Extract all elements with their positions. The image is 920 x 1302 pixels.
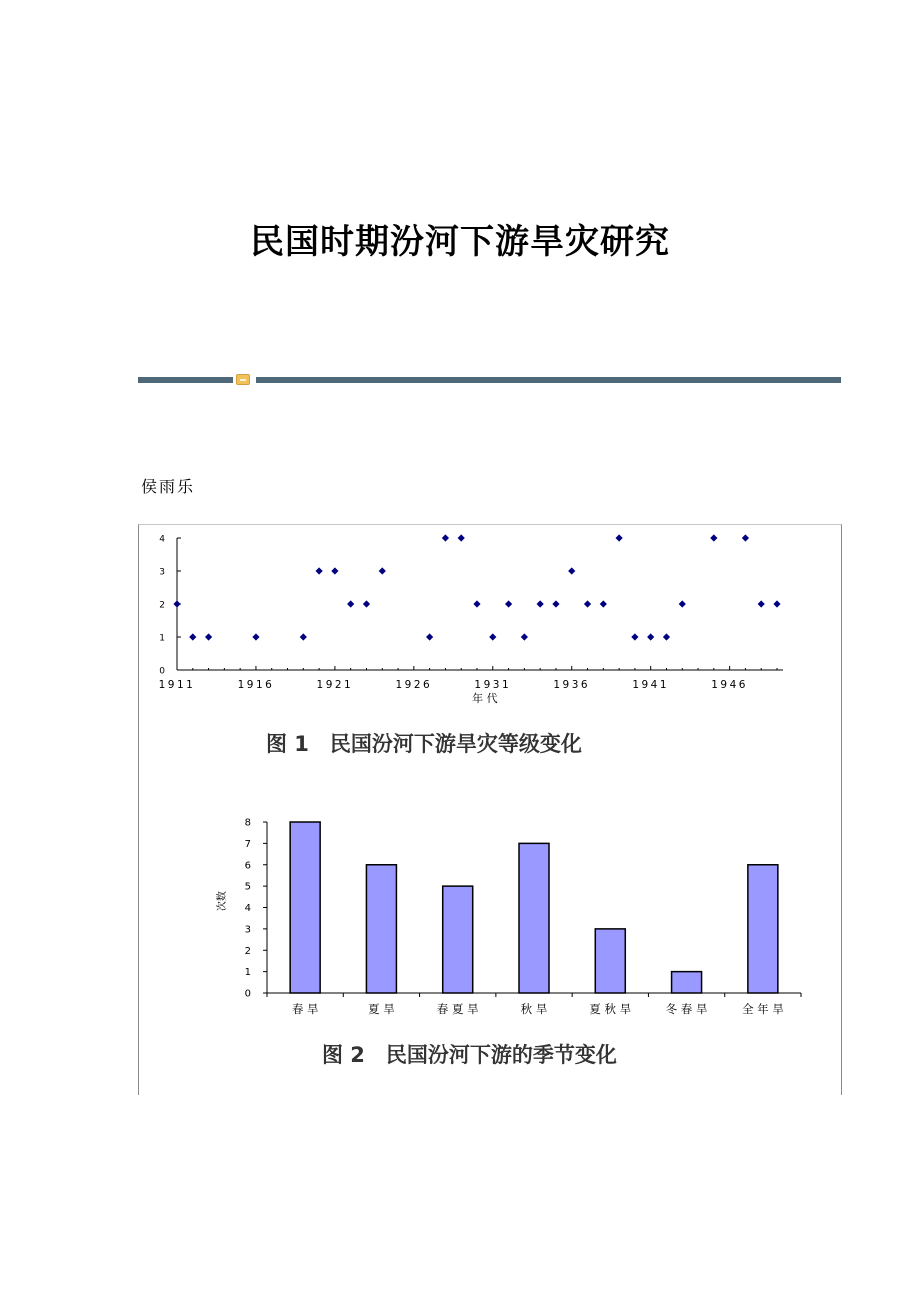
figure-2-x-tick-label: 全 年 旱 — [741, 1002, 784, 1016]
figure-1-data-point — [537, 600, 544, 607]
figure-1-x-tick-label: 1921 — [316, 679, 354, 691]
figure-2-caption: 图 2 民国汾河下游的季节变化 — [322, 1043, 617, 1067]
figure-1-y-tick-label: 1 — [159, 633, 165, 644]
figure-2-y-tick-label: 6 — [244, 860, 251, 872]
figure-1-data-point — [758, 600, 765, 607]
figure-1-x-tick-label: 1911 — [158, 679, 196, 691]
figure-2-x-tick-label: 夏 秋 旱 — [589, 1002, 632, 1016]
figure-2-x-tick-label: 夏 旱 — [368, 1002, 395, 1016]
figure-1-data-point — [300, 633, 307, 640]
figure-1-data-point — [521, 633, 528, 640]
figure-2-x-tick-label: 秋 旱 — [520, 1002, 548, 1016]
figure-1-data-point — [616, 534, 623, 541]
figure-1-x-tick-label: 1941 — [632, 679, 670, 691]
figure-1-data-point — [710, 534, 717, 541]
title-divider — [138, 374, 841, 386]
figure-2-y-tick-label: 3 — [244, 924, 251, 936]
figure-2-y-tick-label: 7 — [244, 838, 251, 850]
author-name: 侯雨乐 — [141, 477, 196, 496]
figure-1-x-tick-label: 1936 — [553, 679, 591, 691]
figure-1-data-point — [552, 600, 559, 607]
figure-1-data-point — [363, 600, 370, 607]
figure-2-y-tick-label: 8 — [244, 817, 251, 829]
figure-1-x-tick-label: 1926 — [395, 679, 433, 691]
figure-2-bar-chart — [139, 810, 839, 1090]
figure-2-x-tick-label: 春 旱 — [291, 1002, 319, 1016]
figure-1-data-point — [773, 600, 780, 607]
divider-badge-icon — [236, 374, 250, 385]
figure-1-data-point — [252, 633, 259, 640]
figure-1-data-point — [647, 633, 654, 640]
figure-1-data-point — [426, 633, 433, 640]
figure-1-data-point — [458, 534, 465, 541]
figure-1-axes — [159, 535, 783, 706]
figure-1-data-point — [489, 633, 496, 640]
figure-2-bar — [443, 886, 473, 993]
figure-1-data-point — [331, 567, 338, 574]
figure-2-y-tick-label: 0 — [244, 988, 251, 1000]
divider-bar-left — [138, 377, 233, 383]
figure-2-x-tick-label: 春 夏 旱 — [436, 1002, 479, 1016]
paper-title: 民国时期汾河下游旱灾研究 — [250, 222, 670, 262]
figure-1-x-tick-label: 1931 — [474, 679, 512, 691]
figure-1-x-axis-label: 年 代 — [472, 692, 498, 705]
figure-1-x-tick-label: 1916 — [237, 679, 275, 691]
figure-1-data-point — [473, 600, 480, 607]
figure-1-x-tick-label: 1946 — [711, 679, 748, 691]
figure-1-data-point — [584, 600, 591, 607]
figure-1-data-point — [189, 633, 196, 640]
figure-1-data-point — [347, 600, 354, 607]
figure-1-caption: 图 1 民国汾河下游旱灾等级变化 — [266, 732, 582, 756]
figure-1-points — [173, 534, 780, 640]
figure-1-data-point — [379, 567, 386, 574]
figure-2-y-tick-label: 2 — [244, 945, 251, 957]
figure-1-data-point — [505, 600, 512, 607]
figure-2-bar — [748, 865, 778, 993]
figure-1-y-tick-label: 2 — [159, 600, 165, 611]
figure-1-data-point — [205, 633, 212, 640]
figure-1-data-point — [442, 534, 449, 541]
figure-2-bars — [290, 822, 778, 993]
figure-2-y-tick-label: 1 — [244, 967, 251, 979]
figure-2-bar — [595, 929, 625, 993]
figure-1-data-point — [631, 633, 638, 640]
figure-2-bar — [519, 843, 549, 993]
figure-1-data-point — [173, 600, 180, 607]
figure-2-bar — [672, 972, 702, 993]
figure-2-y-tick-label: 4 — [244, 903, 251, 914]
figure-1-data-point — [600, 600, 607, 607]
figure-1-data-point — [742, 534, 749, 541]
figure-1-y-tick-label: 3 — [159, 567, 165, 578]
figure-2-bar — [366, 865, 396, 993]
figure-1-data-point — [316, 567, 323, 574]
figure-1-data-point — [663, 633, 670, 640]
figure-1-data-point — [568, 567, 575, 574]
figure-2-bar — [290, 822, 320, 993]
divider-bar-right — [256, 377, 841, 383]
figure-1-y-tick-label: 0 — [159, 666, 165, 677]
figure-2-x-tick-label: 冬 春 旱 — [665, 1002, 708, 1016]
figure-1-data-point — [679, 600, 686, 607]
figure-2-y-axis-label: 次数 — [217, 891, 228, 912]
figure-2-y-tick-label: 5 — [244, 881, 251, 893]
figure-1-y-tick-label: 4 — [159, 534, 165, 545]
figure-1-scatter-chart — [139, 525, 839, 765]
